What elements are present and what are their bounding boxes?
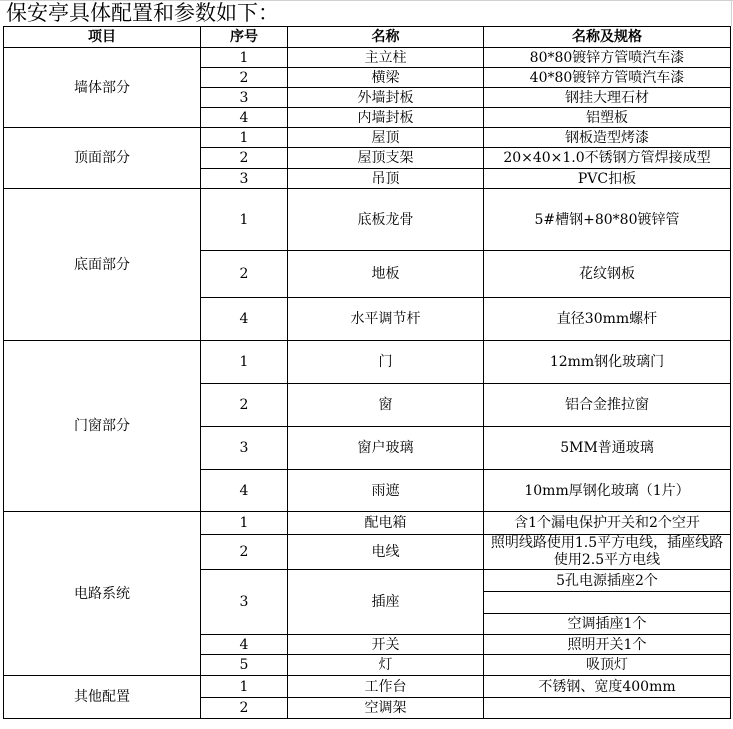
name-cell: 空调架 <box>288 698 484 719</box>
name-cell: 插座 <box>288 570 484 635</box>
seq-cell: 2 <box>201 251 288 298</box>
header-seq: 序号 <box>201 27 288 48</box>
name-cell: 门 <box>288 341 484 384</box>
spec-cell: 铝合金推拉窗 <box>484 384 731 427</box>
spec-cell: 铝塑板 <box>484 108 731 128</box>
table-row <box>4 48 731 68</box>
seq-cell: 1 <box>201 512 288 535</box>
seq-cell: 1 <box>201 341 288 384</box>
spec-cell: 5MM普通玻璃 <box>484 427 731 470</box>
seq-cell: 2 <box>201 535 288 570</box>
spec-cell: 照明线路使用1.5平方电线，插座线路使用2.5平方电线 <box>484 535 731 570</box>
header-row <box>4 27 731 48</box>
seq-cell: 3 <box>201 427 288 470</box>
name-cell: 窗户玻璃 <box>288 427 484 470</box>
group-label-roof: 顶面部分 <box>4 128 201 189</box>
spec-cell: 12mm钢化玻璃门 <box>484 341 731 384</box>
seq-cell: 1 <box>201 189 288 251</box>
seq-cell: 4 <box>201 470 288 512</box>
name-cell: 配电箱 <box>288 512 484 535</box>
name-cell: 外墙封板 <box>288 88 484 108</box>
header-name: 名称 <box>288 27 484 48</box>
spec-cell: 5孔电源插座2个 <box>484 570 731 592</box>
spec-cell: 钢挂大理石材 <box>484 88 731 108</box>
group-label-elec: 电路系统 <box>4 512 201 676</box>
spec-cell: 直径30mm螺杆 <box>484 298 731 341</box>
seq-cell: 2 <box>201 68 288 88</box>
seq-cell: 3 <box>201 169 288 189</box>
seq-cell: 1 <box>201 48 288 68</box>
seq-cell: 3 <box>201 88 288 108</box>
spec-cell: 含1个漏电保护开关和2个空开 <box>484 512 731 535</box>
header-item: 项目 <box>4 27 201 48</box>
spec-cell: 空调插座1个 <box>484 614 731 635</box>
name-cell: 底板龙骨 <box>288 189 484 251</box>
spec-table <box>3 26 731 719</box>
name-cell: 雨遮 <box>288 470 484 512</box>
name-cell: 开关 <box>288 635 484 655</box>
seq-cell: 2 <box>201 148 288 169</box>
spec-cell: 20×40×1.0不锈钢方管焊接成型 <box>484 148 731 169</box>
table-row <box>4 512 731 535</box>
spec-cell: PVC扣板 <box>484 169 731 189</box>
table-row <box>4 676 731 698</box>
table-row <box>4 341 731 384</box>
seq-cell: 3 <box>201 570 288 635</box>
name-cell: 灯 <box>288 655 484 676</box>
spec-cell: 10mm厚钢化玻璃（1片） <box>484 470 731 512</box>
name-cell: 吊顶 <box>288 169 484 189</box>
spec-cell: 吸顶灯 <box>484 655 731 676</box>
spec-cell: 照明开关1个 <box>484 635 731 655</box>
seq-cell: 4 <box>201 298 288 341</box>
group-label-floor: 底面部分 <box>4 189 201 341</box>
name-cell: 屋顶支架 <box>288 148 484 169</box>
group-label-other: 其他配置 <box>4 676 201 719</box>
spec-cell: 钢板造型烤漆 <box>484 128 731 148</box>
name-cell: 水平调节杆 <box>288 298 484 341</box>
name-cell: 地板 <box>288 251 484 298</box>
group-label-door: 门窗部分 <box>4 341 201 512</box>
name-cell: 横梁 <box>288 68 484 88</box>
group-label-wall: 墙体部分 <box>4 48 201 128</box>
spec-cell <box>484 592 731 614</box>
table-row <box>4 128 731 148</box>
name-cell: 窗 <box>288 384 484 427</box>
seq-cell: 2 <box>201 384 288 427</box>
page-title: 保安亭具体配置和参数如下： <box>6 1 279 25</box>
name-cell: 屋顶 <box>288 128 484 148</box>
spec-cell <box>484 698 731 719</box>
spec-cell: 不锈钢、宽度400mm <box>484 676 731 698</box>
seq-cell: 1 <box>201 676 288 698</box>
spec-cell: 5#槽钢+80*80镀锌管 <box>484 189 731 251</box>
table-row <box>4 189 731 251</box>
spec-cell: 80*80镀锌方管喷汽车漆 <box>484 48 731 68</box>
name-cell: 内墙封板 <box>288 108 484 128</box>
spec-cell: 花纹钢板 <box>484 251 731 298</box>
seq-cell: 4 <box>201 635 288 655</box>
sheet-right-gridline <box>731 0 732 26</box>
name-cell: 电线 <box>288 535 484 570</box>
name-cell: 工作台 <box>288 676 484 698</box>
seq-cell: 1 <box>201 128 288 148</box>
spec-cell: 40*80镀锌方管喷汽车漆 <box>484 68 731 88</box>
header-spec: 名称及规格 <box>484 27 731 48</box>
seq-cell: 4 <box>201 108 288 128</box>
name-cell: 主立柱 <box>288 48 484 68</box>
seq-cell: 2 <box>201 698 288 719</box>
seq-cell: 5 <box>201 655 288 676</box>
